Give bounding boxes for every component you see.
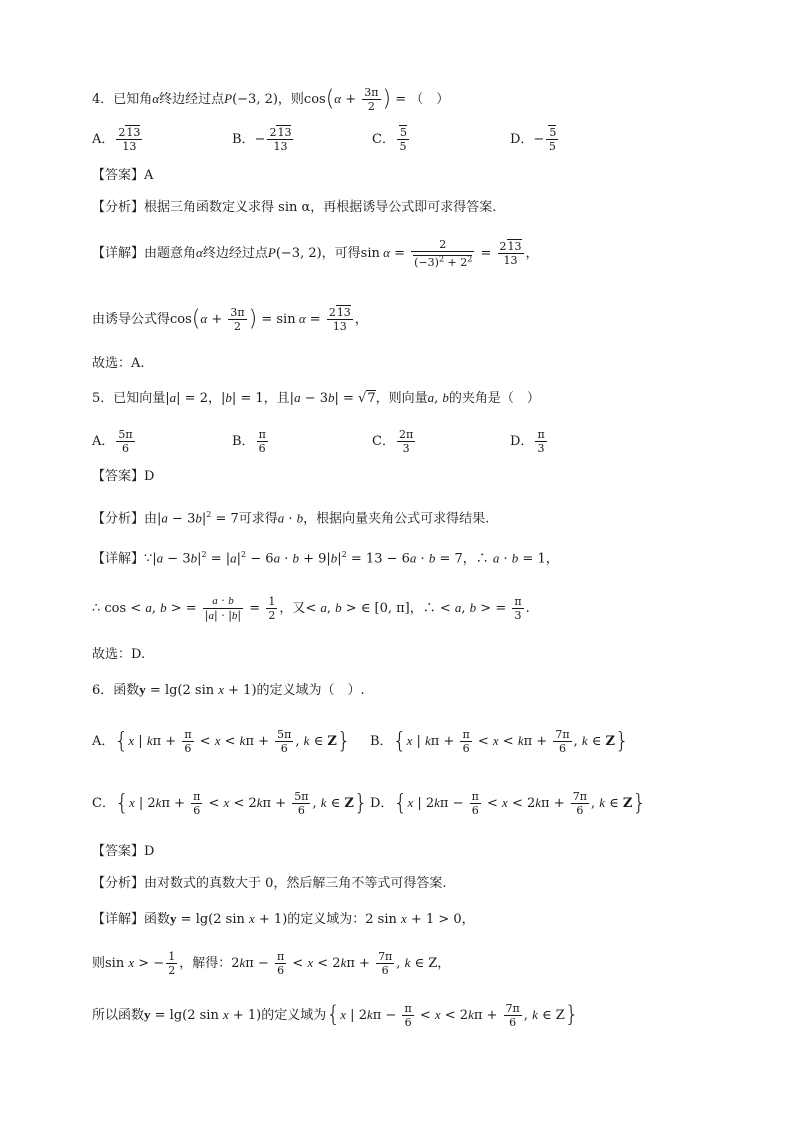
q5-detail-2: ∴ cos < a, b > = $\frac{a \cdot b}{|a| \cdot |b|}$ = $\frac{1}{2}$ ，又< a, b > ∈ [0, π]，∴ < a, b > = $\frac{\pi}{3}$ . [92,594,530,622]
q4-option-d[interactable]: D．− $\frac{5}{5}$ [510,126,557,153]
answer-tag: 【答案】 [92,168,145,183]
q5-option-c[interactable]: C． $\frac{2\pi}{3}$ [372,428,414,455]
q6-option-b[interactable]: B．{x | kπ + $\frac{\pi}{6}$ < x < kπ + $\frac{7\pi}{6}$ , k ∈ Z} [370,728,629,755]
q4-answer: 【答案】A [92,168,154,183]
q5-answer: 【答案】D [92,469,155,484]
q4-option-b[interactable]: B．− $\frac{213}{13}$ [232,126,292,153]
q5-option-a[interactable]: A． $\frac{5\pi}{6}$ [92,428,133,455]
q6-analysis: 【分析】由对数式的真数大于 0，然后解三角不等式可得答案. [92,876,447,891]
q4-option-c[interactable]: C． $\frac{5}{5}$ [372,126,407,153]
q6-answer: 【答案】D [92,844,155,859]
q6-option-d[interactable]: D．{x | 2kπ − $\frac{\pi}{6}$ < x < 2kπ + $\frac{7\pi}{6}$ , k ∈ Z} [370,790,647,817]
q5-stem: 5．已知向量|a| = 2，|b| = 1，且|a − 3b| = √7，则向量a, b的夹角是（ ） [92,390,540,406]
q4-stem: 4．已知角α终边经过点P(−3, 2)，则cos(α + $\frac{3\pi}{2}$ ) = （ ） [92,86,450,113]
q5-analysis: 【分析】由$|a - 3b|^2 = 7$可求得a · b，根据向量夹角公式可求得结果. [92,510,490,527]
q6-stem: 6．函数y = lg(2 sin x + 1)的定义域为（ ）. [92,682,365,698]
q6-option-c[interactable]: C．{x | 2kπ + $\frac{\pi}{6}$ < x < 2kπ + $\frac{5\pi}{6}$ , k ∈ Z} [92,790,368,817]
q4-conclusion: 故选：A. [92,356,145,371]
q6-option-a[interactable]: A．{x | kπ + $\frac{\pi}{6}$ < x < kπ + $\frac{5\pi}{6}$ , k ∈ Z} [92,728,351,755]
q5-detail: 【详解】∵|a − $3b|^2 = |a|^2 - 6a \cdot b + 9|b|^2 = 13 - 6a \cdot b = 7$，∴ a · b = 1， [92,550,559,567]
q6-detail-2: 则sin x > − $\frac{1}{2}$ ，解得：2kπ − $\frac{\pi}{6}$ < x < 2kπ + $\frac{7\pi}{6}$ , k ∈ Z， [92,950,451,977]
q5-option-b[interactable]: B． $\frac{\pi}{6}$ [232,428,266,455]
q4-option-a[interactable]: A． $\frac{213}{13}$ [92,126,141,153]
q6-detail: 【详解】函数y = lg(2 sin x + 1)的定义域为：2 sin x + 1 > 0， [92,911,475,927]
q5-conclusion: 故选：D. [92,647,146,662]
q4-detail: 【详解】由题意角α终边经过点P(−3, 2)，可得sin α = $\frac{2}{(-3)^2 + 2^2}$ = $\frac{213}{13}$ ， [92,238,539,269]
q5-option-d[interactable]: D． $\frac{\pi}{3}$ [510,428,545,455]
q6-detail-3: 所以函数y = lg(2 sin x + 1)的定义域为{x | 2kπ − $\frac{\pi}{6}$ < x < 2kπ + $\frac{7\pi}{6}$ , k ∈ Z} [92,1002,579,1029]
q4-analysis: 【分析】根据三角函数定义求得 sin α，再根据诱导公式即可求得答案. [92,200,497,215]
analysis-tag: 【分析】 [92,200,145,215]
q4-detail-2: 由诱导公式得cos(α + $\frac{3\pi}{2}$ ) = sin α = $\frac{213}{13}$ ， [92,306,368,333]
